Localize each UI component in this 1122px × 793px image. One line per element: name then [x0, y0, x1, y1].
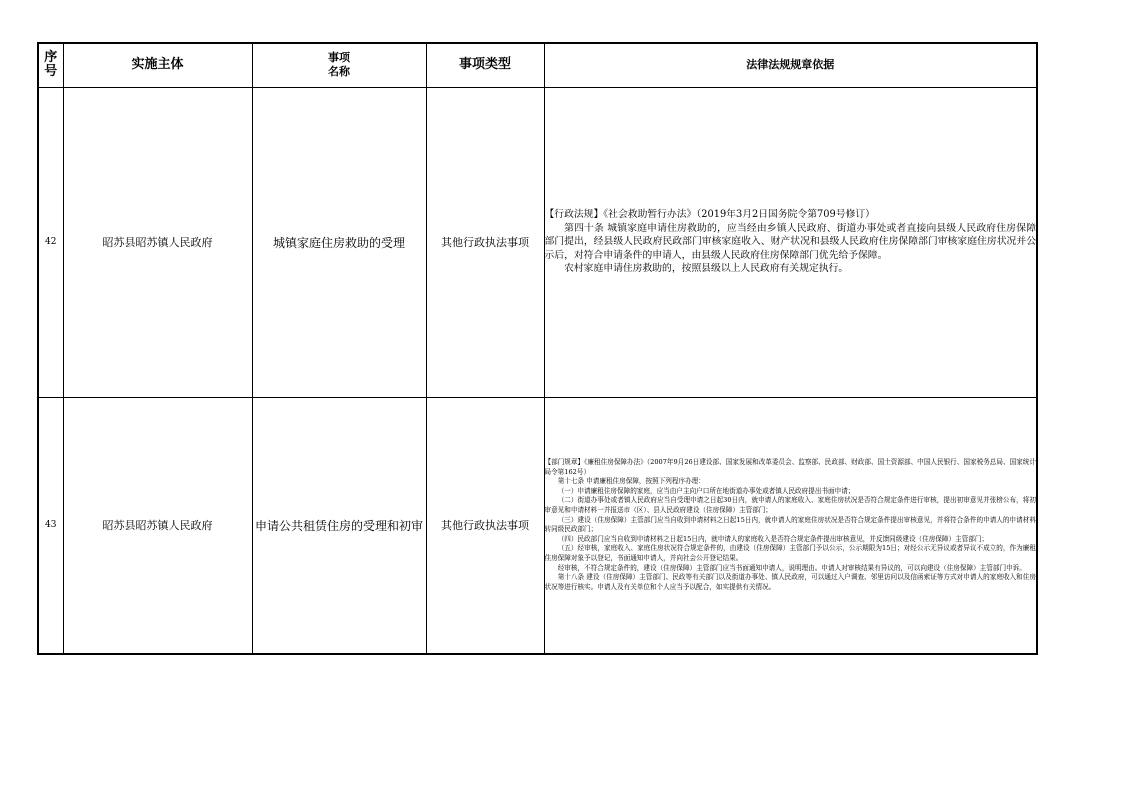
row-item-name: 申请公共租赁住房的受理和初审 — [252, 397, 426, 654]
table-row — [38, 87, 1037, 397]
legal-basis-text: 【部门规章】《廉租住房保障办法》（2007年9月26日建设部、国家发展和改革委员会、监察部、民政部、财政部、国土资源部、中国人民银行、国家税务总局、国家统计局令第162号） 第十七条 申请廉租住房保障，按照下列程序办理： （一）申请廉租住房保障的家庭，应当由户主向户口所在地街道办事处或者镇人民政府提出书面申请； （二）街道办事处或者镇人民政府应当自受理申请之日起30日内，就申请人的家庭收入、家庭住房状况是否符合规定条件进行审核，提出初审意见并张榜公布，将初审意见和申请材料一并报送市（区）、县人民政府建设（住房保障）主管部门； （三）建设（住房保障）主管部门应当自收到申请材料之日起15日内，就申请人的家庭住房状况是否符合规定条件提出审核意见，并将符合条件的申请人的申请材料转同级民政部门； （四）民政部门应当自收到申请材料之日起15日内，就申请人的家庭收入是否符合规定条件提出审核意见，并反馈同级建设（住房保障）主管部门； （五）经审核，家庭收入、家庭住房状况符合规定条件的，由建设（住房保障）主管部门予以公示，公示期限为15日；对经公示无异议或者异议不成立的，作为廉租住房保障对象予以登记，书面通知申请人，并向社会公开登记结果。 经审核，不符合规定条件的，建设（住房保障）主管部门应当书面通知申请人，说明理由。申请人对审核结果有异议的，可以向建设（住房保障）主管部门申诉。 第十八条 建设（住房保障）主管部门、民政等有关部门以及街道办事处、镇人民政府，可以通过入户调查、邻里访问以及信函索证等方式对申请人的家庭收入和住房状况等进行核实。申请人及有关单位和个人应当予以配合，如实提供有关情况。 — [544, 458, 1036, 591]
row-item-name: 城镇家庭住房救助的受理 — [252, 87, 426, 397]
row-subject: 昭苏县昭苏镇人民政府 — [63, 397, 252, 654]
header-subject: 实施主体 — [63, 43, 252, 87]
header-item-name: 事项 名称 — [252, 43, 426, 87]
table-header-row — [38, 43, 1037, 87]
legal-basis-text: 【行政法规】《社会救助暂行办法》（2019年3月2日国务院令第709号修订） 第四十条 城镇家庭申请住房救助的，应当经由乡镇人民政府、街道办事处或者直接向县级人民政府住房保障部门提出，经县级人民政府民政部门审核家庭收入、财产状况和县级人民政府住房保障部门审核家庭住房状况并公示后，对符合申请条件的申请人，由县级人民政府住房保障部门优先给予保障。 农村家庭申请住房救助的，按照县级以上人民政府有关规定执行。 — [544, 209, 1036, 275]
header-seq: 序 号 — [38, 43, 63, 87]
row-legal-basis — [544, 87, 1037, 397]
row-item-type: 其他行政执法事项 — [426, 397, 544, 654]
table-row — [38, 397, 1037, 654]
header-item-type: 事项类型 — [426, 43, 544, 87]
administrative-items-table — [37, 42, 1038, 655]
row-seq: 42 — [38, 87, 63, 397]
row-legal-basis — [544, 397, 1037, 654]
row-subject: 昭苏县昭苏镇人民政府 — [63, 87, 252, 397]
row-item-type: 其他行政执法事项 — [426, 87, 544, 397]
header-legal-basis: 法律法规规章依据 — [544, 43, 1037, 87]
row-seq: 43 — [38, 397, 63, 654]
